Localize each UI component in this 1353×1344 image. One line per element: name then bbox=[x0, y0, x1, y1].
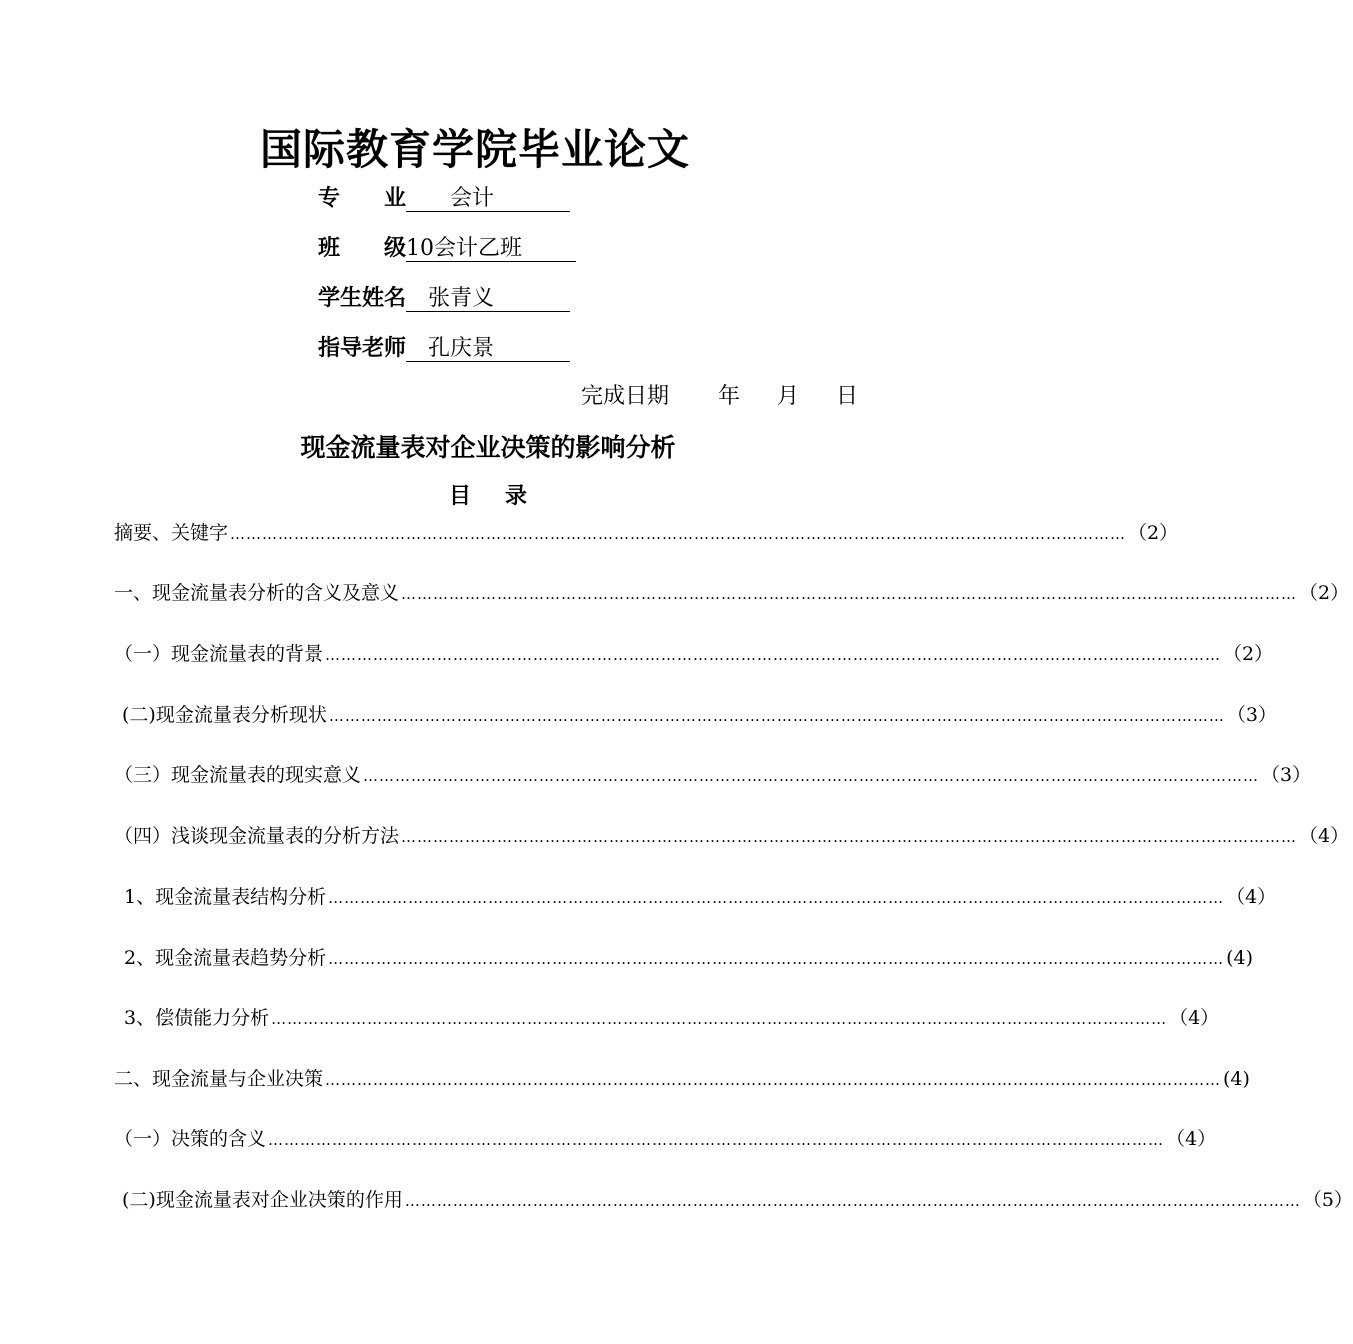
toc-entry[interactable] bbox=[122, 700, 1277, 730]
toc-page-number: （2） bbox=[1223, 643, 1274, 665]
toc-page-number: （4） bbox=[1299, 825, 1350, 847]
toc-entry-text: （一）现金流量表的背景 bbox=[114, 643, 324, 665]
toc-dot-leader: …………………………………………………………………………………………………………………………………………………… bbox=[328, 950, 1225, 968]
toc-entry[interactable] bbox=[114, 578, 1350, 608]
toc-entry-text: 一、现金流量表分析的含义及意义 bbox=[114, 582, 400, 604]
advisor-value: 孔庆景 bbox=[406, 337, 570, 362]
toc-entry-text: （四）浅谈现金流量表的分析方法 bbox=[114, 825, 400, 847]
toc-page-number: （5） bbox=[1302, 1189, 1353, 1211]
toc-page-number: （4） bbox=[1169, 1007, 1220, 1029]
toc-dot-leader: …………………………………………………………………………………………………………………………………………………… bbox=[325, 646, 1222, 664]
toc-entry-text: 摘要、关键字 bbox=[114, 522, 229, 544]
toc-entry[interactable] bbox=[124, 882, 1277, 912]
class-value: 10会计乙班 bbox=[406, 237, 576, 262]
toc-page-number: （4） bbox=[1166, 1128, 1217, 1150]
toc-entry[interactable] bbox=[114, 1064, 1250, 1094]
toc-page-number: （2） bbox=[1128, 522, 1179, 544]
toc-entry[interactable] bbox=[114, 518, 1179, 548]
completion-date bbox=[581, 382, 858, 412]
class-label: 班 级 bbox=[318, 236, 407, 261]
toc-dot-leader: …………………………………………………………………………………………………………………………………………………… bbox=[268, 1131, 1165, 1149]
completion-year: 年 bbox=[717, 384, 740, 409]
toc-entry-text: 二、现金流量与企业决策 bbox=[114, 1068, 324, 1090]
toc-page-number: （2） bbox=[1299, 582, 1350, 604]
toc-dot-leader: …………………………………………………………………………………………………………………………………………………… bbox=[401, 585, 1298, 603]
toc-page-number: （3） bbox=[1226, 704, 1277, 726]
toc-entry-text: （一）决策的含义 bbox=[114, 1128, 267, 1150]
toc-entry-text: 3、偿债能力分析 bbox=[124, 1007, 270, 1029]
toc-entry[interactable] bbox=[114, 1124, 1217, 1154]
toc-dot-leader: …………………………………………………………………………………………………………………………………………………… bbox=[404, 1192, 1301, 1210]
student-name-label: 学生姓名 bbox=[318, 286, 407, 311]
toc-entry-text: （三）现金流量表的现实意义 bbox=[114, 764, 362, 786]
toc-page-number: （3） bbox=[1261, 764, 1312, 786]
major-value: 会计 bbox=[406, 187, 570, 212]
thesis-cover-title: 国际教育学院毕业论文 bbox=[259, 125, 690, 174]
toc-entry-text: 2、现金流量表趋势分析 bbox=[124, 947, 327, 969]
info-row-class bbox=[318, 234, 576, 264]
advisor-label: 指导老师 bbox=[318, 336, 407, 361]
toc-dot-leader: …………………………………………………………………………………………………………………………………………………… bbox=[328, 889, 1225, 907]
info-row-major bbox=[318, 184, 570, 214]
student-name-value: 张青义 bbox=[406, 287, 570, 312]
major-label: 专 业 bbox=[318, 186, 407, 211]
toc-entry[interactable] bbox=[122, 1185, 1353, 1215]
toc-entry-text: (二)现金流量表分析现状 bbox=[122, 704, 327, 726]
toc-dot-leader: …………………………………………………………………………………………………………………………………………………… bbox=[325, 1071, 1222, 1089]
toc-dot-leader: …………………………………………………………………………………………………………………………………………………… bbox=[401, 828, 1298, 846]
toc-entry[interactable] bbox=[114, 639, 1274, 669]
completion-date-label: 完成日期 bbox=[580, 384, 669, 409]
toc-entry[interactable] bbox=[114, 821, 1350, 851]
toc-dot-leader: …………………………………………………………………………………………………………………………………………………… bbox=[328, 707, 1225, 725]
toc-entry-text: (二)现金流量表对企业决策的作用 bbox=[122, 1189, 403, 1211]
toc-dot-leader: …………………………………………………………………………………………………………………………………………………… bbox=[271, 1010, 1168, 1028]
toc-heading: 目录 bbox=[448, 484, 561, 509]
toc-entry[interactable] bbox=[124, 943, 1254, 973]
toc-entry[interactable] bbox=[124, 1003, 1220, 1033]
toc-dot-leader: …………………………………………………………………………………………………………………………………………………… bbox=[230, 525, 1127, 543]
toc-dot-leader: …………………………………………………………………………………………………………………………………………………… bbox=[363, 767, 1260, 785]
toc-entry-text: 1、现金流量表结构分析 bbox=[124, 886, 327, 908]
toc-entry[interactable] bbox=[114, 760, 1312, 790]
info-row-advisor bbox=[318, 334, 570, 364]
toc-page-number: (4) bbox=[1226, 947, 1254, 969]
thesis-title: 现金流量表对企业决策的影响分析 bbox=[300, 433, 676, 462]
toc-page-number: （4） bbox=[1226, 886, 1277, 908]
toc-page-number: (4) bbox=[1223, 1068, 1250, 1090]
info-row-student-name bbox=[318, 284, 570, 314]
completion-day: 日 bbox=[835, 384, 858, 409]
completion-month: 月 bbox=[776, 384, 799, 409]
